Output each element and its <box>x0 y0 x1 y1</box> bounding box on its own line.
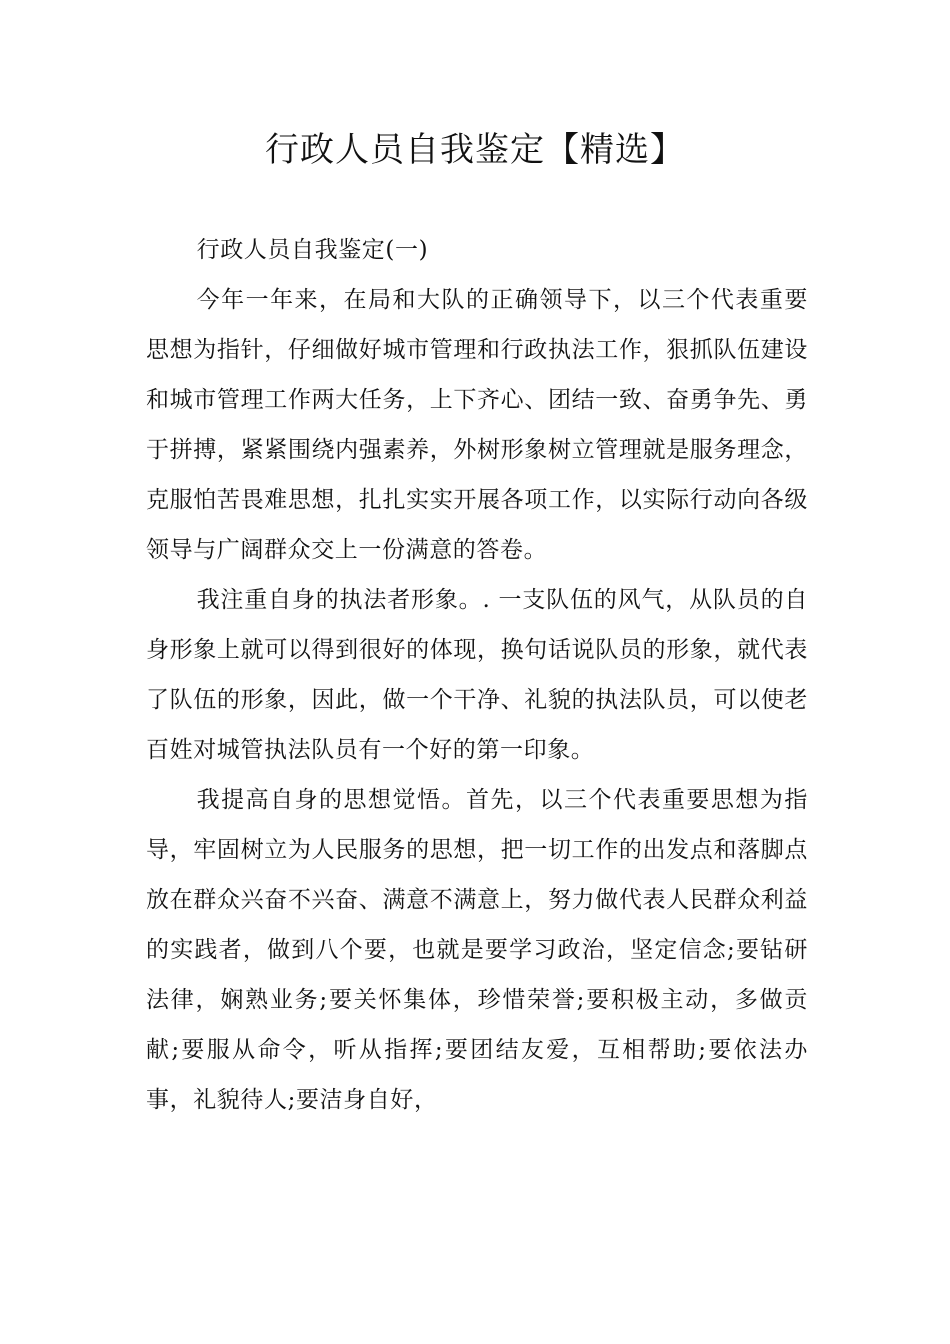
paragraph-1: 今年一年来，在局和大队的正确领导下，以三个代表重要思想为指针，仔细做好城市管理和行政执法工作，狠抓队伍建设和城市管理工作两大任务，上下齐心、团结一致、奋勇争先、勇于拼搏，紧紧围绕内强素养，外树形象树立管理就是服务理念，克服怕苦畏难思想，扎扎实实开展各项工作，以实际行动向各级领导与广阔群众交上一份满意的答卷。 <box>146 287 808 563</box>
section-heading: 行政人员自我鉴定(一) <box>196 237 429 263</box>
document-title: 行政人员自我鉴定【精选】 <box>265 130 685 170</box>
document-body <box>146 225 808 1125</box>
paragraph-2: 我注重自身的执法者形象。. 一支队伍的风气，从队员的自身形象上就可以得到很好的体现，换句话说队员的形象，就代表了队伍的形象，因此，做一个干净、礼貌的执法队员，可以使老百姓对城管执法队员有一个好的第一印象。 <box>146 587 808 763</box>
paragraph-3: 我提高自身的思想觉悟。首先，以三个代表重要思想为指导，牢固树立为人民服务的思想，把一切工作的出发点和落脚点放在群众兴奋不兴奋、满意不满意上，努力做代表人民群众利益的实践者，做到八个要，也就是要学习政治，坚定信念;要钻研法律，娴熟业务;要关怀集体，珍惜荣誉;要积极主动，多做贡献;要服从命令，听从指挥;要团结友爱，互相帮助;要依法办事，礼貌待人;要洁身自好， <box>146 787 808 1113</box>
